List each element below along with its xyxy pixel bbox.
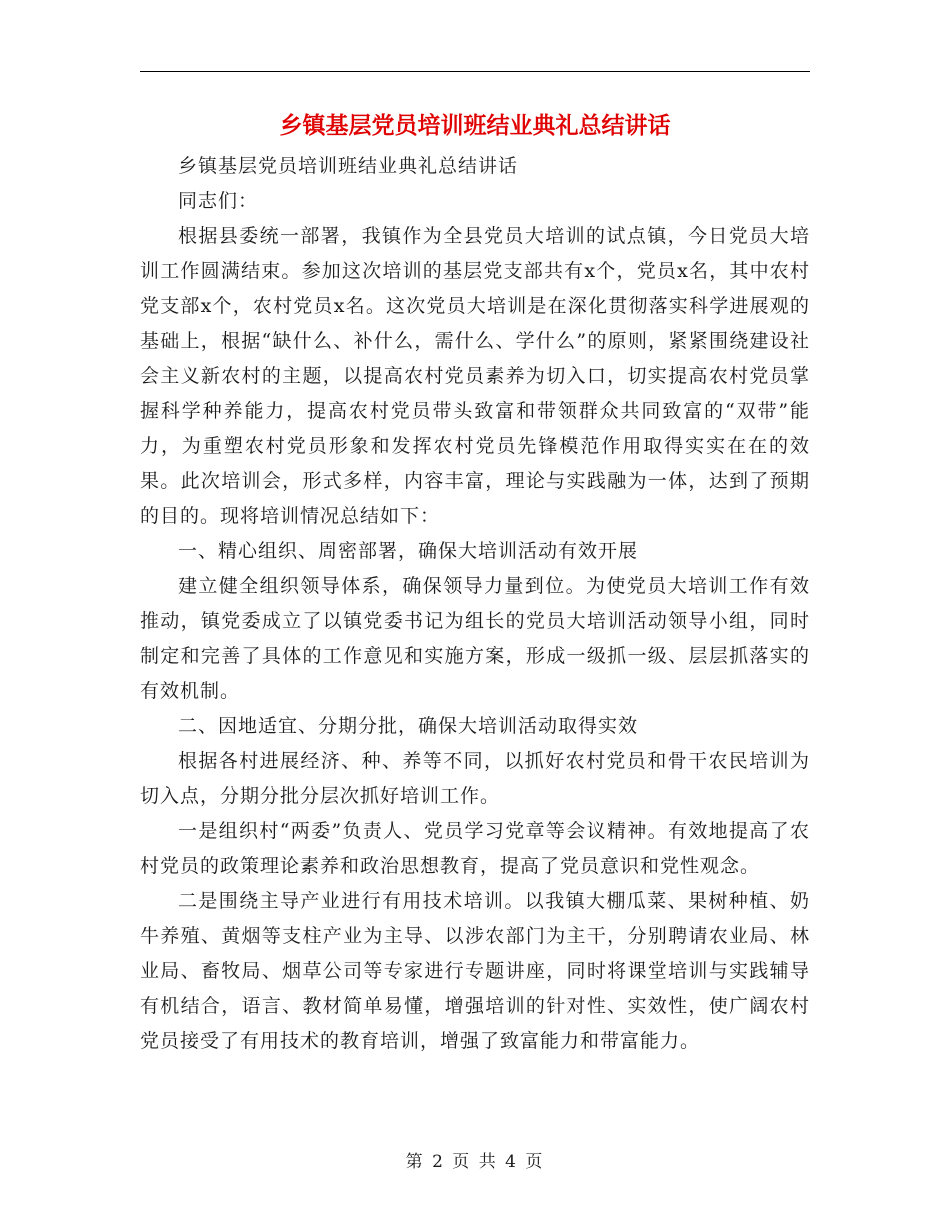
page-number: 第 2 页 共 4 页 xyxy=(405,1152,545,1172)
document-body xyxy=(140,149,810,1059)
body-paragraph: 乡镇基层党员培训班结业典礼总结讲话 xyxy=(178,155,519,177)
section-heading: 一、精心组织、周密部署，确保大培训活动有效开展 xyxy=(178,540,639,562)
header-rule xyxy=(140,71,810,72)
body-paragraph: 一是组织村“两委”负责人、党员学习党章等会议精神。有效地提高了农村党员的政策理论素养和政治思想教育，提高了党员意识和党性观念。 xyxy=(140,820,810,877)
section-heading: 二、因地适宜、分期分批，确保大培训活动取得实效 xyxy=(178,715,639,737)
body-paragraph: 二是围绕主导产业进行有用技术培训。以我镇大棚瓜菜、果树种植、奶牛养殖、黄烟等支柱产业为主导、以涉农部门为主干，分别聘请农业局、林业局、畜牧局、烟草公司等专家进行专题讲座，同时将课堂培训与实践辅导有机结合，语言、教材简单易懂，增强培训的针对性、实效性，使广阔农村党员接受了有用技术的教育培训，增强了致富能力和带富能力。 xyxy=(140,890,810,1052)
body-paragraph: 同志们： xyxy=(178,190,259,212)
body-paragraph: 根据县委统一部署，我镇作为全县党员大培训的试点镇，今日党员大培训工作圆满结束。参加这次培训的基层党支部共有x个，党员x名，其中农村党支部x个，农村党员x名。这次党员大培训是在深化贯彻落实科学进展观的基础上，根据“缺什么、补什么，需什么、学什么”的原则，紧紧围绕建设社会主义新农村的主题，以提高农村党员素养为切入口，切实提高农村党员掌握科学种养能力，提高农村党员带头致富和带领群众共同致富的“双带”能力，为重塑农村党员形象和发挥农村党员先锋模范作用取得实实在在的效果。此次培训会，形式多样，内容丰富，理论与实践融为一体，达到了预期的目的。现将培训情况总结如下： xyxy=(140,225,810,527)
body-paragraph: 建立健全组织领导体系，确保领导力量到位。为使党员大培训工作有效推动，镇党委成立了以镇党委书记为组长的党员大培训活动领导小组，同时制定和完善了具体的工作意见和实施方案，形成一级抓一级、层层抓落实的有效机制。 xyxy=(140,575,810,702)
document-title: 乡镇基层党员培训班结业典礼总结讲话 xyxy=(279,112,671,139)
body-paragraph: 根据各村进展经济、种、养等不同，以抓好农村党员和骨干农民培训为切入点，分期分批分层次抓好培训工作。 xyxy=(140,750,810,807)
